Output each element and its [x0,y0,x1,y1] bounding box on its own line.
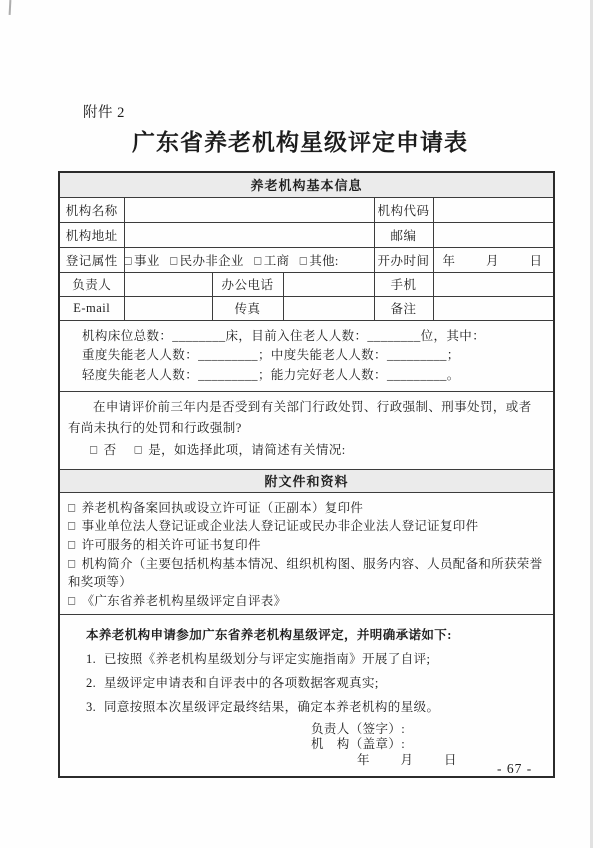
attachment-item-label: 机构简介（主要包括机构基本情况、组织机构图、服务内容、人员配备和所获荣誉和奖项等） [68,556,543,590]
attachment-item [68,499,545,518]
principal-label: 负责人 [59,272,124,296]
penalty-options [90,440,543,461]
attachment-item-label: 事业单位法人登记证或企业法人登记证或民办非企业法人登记证复印件 [81,519,479,534]
attachment-item [68,536,545,555]
checkbox-icon: □ [68,556,76,571]
principal-value-cell [124,272,212,296]
org-name-label: 机构名称 [59,197,124,222]
declaration-intro: 本养老机构申请参加广东省养老机构星级评定，并明确承诺如下: [86,627,452,642]
registration-option-gongshang [254,254,289,268]
attachment-item-label: 许可服务的相关许可证书复印件 [81,537,261,552]
declaration-section [59,614,554,777]
registration-options-cell [124,247,374,272]
application-form-table [58,171,555,778]
postcode-value-cell [433,222,554,247]
registration-option-label: 事业 [134,253,160,268]
checkbox-icon: □ [134,442,143,456]
declaration-item [86,647,543,671]
capacity-line-severe-moderate: 重度失能老人人数：_________；中度失能老人人数：_________； [82,348,460,362]
office-phone-value-cell [283,272,374,296]
declaration-item-number: 3. [86,699,97,714]
declaration-item-text: 已按照《养老机构星级划分与评定实施指南》开展了自评; [104,651,431,666]
declaration-item [86,695,543,719]
signature-date-line: 年 月 日 [357,752,459,767]
org-name-value-cell [124,197,374,222]
checkbox-icon: □ [68,593,76,608]
remarks-value-cell [433,296,554,320]
registration-option-shiye [125,254,160,268]
basic-info-section-header: 养老机构基本信息 [59,172,554,197]
signature-principal-label: 负责人（签字）: [311,721,406,736]
org-code-label: 机构代码 [374,197,433,222]
checkbox-icon: □ [254,253,262,267]
penalty-option-yes: 是，如选择此项，请简述有关情况: [148,442,346,457]
registration-label: 登记属性 [59,247,124,272]
attachments-checklist [59,492,554,614]
penalty-option-no: 否 [103,442,117,457]
penalty-question: 在申请评价前三年内是否受到有关部门行政处罚、行政强制、刑事处罚，或者有尚未执行的处罚和行政强制? [68,399,532,435]
signature-org-seal-label: 机 构（盖章）: [311,737,406,751]
checkbox-icon: □ [68,518,76,533]
declaration-item-number: 1. [86,651,97,666]
checkbox-icon: □ [90,442,98,456]
mobile-value-cell [433,272,554,296]
checkbox-icon: □ [68,500,76,514]
capacity-section [59,320,554,391]
scan-artifact [9,0,12,15]
checkbox-icon: □ [124,253,133,267]
registration-option-minban [170,254,244,268]
page-title: 广东省养老机构星级评定申请表 [132,130,468,155]
page-number: - 67 - [497,761,533,776]
mobile-label: 手机 [374,272,433,296]
registration-option-label: 民办非企业 [179,253,244,268]
declaration-item [86,671,543,695]
attachment-item-label: 《广东省养老机构星级评定自评表》 [81,594,287,609]
registration-option-label: 其他: [309,253,339,268]
attachment-item-label: 养老机构备案回执或设立许可证（正副本）复印件 [81,500,364,515]
org-address-value-cell [124,222,374,247]
penalty-section [59,391,554,469]
registration-option-other [300,254,339,268]
checkbox-icon: □ [299,253,308,267]
org-code-value-cell [433,197,554,222]
checkbox-icon: □ [170,253,178,267]
registration-option-label: 工商 [263,253,290,268]
attachments-section-header: 附文件和资料 [59,469,554,492]
declaration-item-number: 2. [86,675,97,690]
fax-value-cell [283,296,374,320]
capacity-line-total: 机构床位总数：________床，目前入住老人人数：________位，其中： [82,328,486,343]
email-value-cell [124,296,212,320]
fax-label: 传真 [212,296,283,320]
remarks-label: 备注 [374,296,433,320]
open-date-value: 年 月 日 [433,247,554,272]
office-phone-label: 办公电话 [212,272,283,296]
attachment-label: 附件 2 [83,105,125,121]
open-date-label: 开办时间 [374,247,433,272]
attachment-item [68,517,545,536]
attachment-item [68,592,545,611]
org-address-label: 机构地址 [59,222,124,247]
email-label: E-mail [59,296,124,320]
attachment-item [68,555,545,592]
postcode-label: 邮编 [374,222,433,247]
checkbox-icon: □ [68,537,76,552]
capacity-line-mild-capable: 轻度失能老人人数：_________；能力完好老人人数：_________。 [82,367,460,382]
declaration-item-text: 同意按照本次星级评定最终结果，确定本养老机构的星级。 [104,699,440,714]
declaration-item-text: 星级评定申请表和自评表中的各项数据客观真实; [104,675,379,690]
